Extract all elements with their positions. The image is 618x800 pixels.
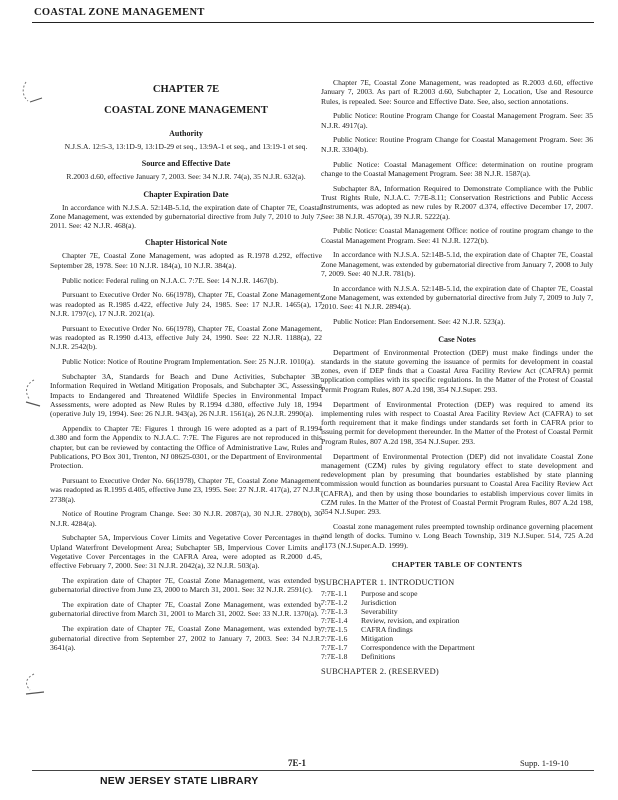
toc-entry-title: Definitions bbox=[361, 651, 396, 661]
toc-entry-number: 7:7E-1.6 bbox=[321, 633, 348, 643]
case-note: Department of Environmental Protection (DEP) must make findings under the standards in the statute governing the issuance of permits for development in coastal zones, even if DEP finds that a Coastal Area Facility Review Act (CAFRA) permit application complies with its specific regulations. In the Matter of the Protest of Coastal Permit Program Rules, 807 A.2d 198, 354 N.J.Super. 293. bbox=[321, 347, 593, 394]
history-paragraph: Subchapter 8A, Information Required to Demonstrate Compliance with the Public Trust Rights Rule, N.J.A.C. 7:7E-8.11; Conservation Restrictions and Public Access Instruments, was adopted as new rules by R.2007 d.374, effective December 17, 2007. See: 38 N.J.R. 4570(a), 39 N.J.R. 5222(a). bbox=[321, 183, 593, 221]
history-paragraph: Chapter 7E, Coastal Zone Management, was readopted as R.2003 d.60, effective January 7, 2003. As part of R.2003 d.60, Subchapter 2, Location, Use and Resource Rules, is repealed. See: Source and Effective Date. See, also, section annotations. bbox=[321, 78, 593, 106]
case-note: Department of Environmental Protection (DEP) did not invalidate Coastal Zone management (CZM) rules by giving regulatory effect to state development and redevelopment plan by presuming that boundaries established by state planning commission would function as boundaries pursuant to Coastal Area Facility Review Act (CAFRA), and then by using those boundaries to establish impervious cover limits in CZM rules. In the Matter of the Protest of Coastal Permit Program Rules, 807 A.2d 198, 354 N.J.Super. 293. bbox=[321, 451, 593, 517]
history-paragraph: The expiration date of Chapter 7E, Coastal Zone Management, was extended by gubernatorial directive from March 31, 2001 to March 31, 2002. See: 33 N.J.R. 1370(a). bbox=[50, 600, 322, 619]
history-paragraph: In accordance with N.J.S.A. 52:14B-5.1d, the expiration date of Chapter 7E, Coastal Zone Management, was extended by gubernatorial directive from July 7, 2009 to July 7, 2010. See: 41 N.J.R. 2894(a). bbox=[321, 283, 593, 312]
history-paragraph: Public notice: Federal ruling on N.J.A.C. 7:7E. See: 14 N.J.R. 1467(b). bbox=[62, 275, 279, 285]
hole-punch-mark-middle bbox=[20, 378, 48, 410]
hole-punch-mark-top bbox=[20, 80, 48, 106]
history-heading: Chapter Historical Note bbox=[144, 238, 228, 248]
history-paragraph: Pursuant to Executive Order No. 66(1978), Chapter 7E, Coastal Zone Management, was readopted as R.1985 d.422, effective July 24, 1985. See: 17 N.J.R. 1465(a), 17 N.J.R. 1797(c), 17 N.J.R. 2021(a). bbox=[50, 290, 322, 318]
right-column bbox=[321, 78, 593, 679]
page-number: 7E-1 bbox=[288, 758, 306, 768]
supplement-date: Supp. 1-19-10 bbox=[520, 758, 569, 768]
history-paragraph: Public Notice: Routine Program Change for Coastal Management Program. See: 36 N.J.R. 3304(b). bbox=[321, 135, 593, 154]
history-paragraph: Public Notice: Notice of Routine Program Implementation. See: 25 N.J.R. 1010(a). bbox=[62, 357, 315, 367]
left-column bbox=[50, 80, 322, 658]
toc-entry-number: 7:7E-1.3 bbox=[321, 607, 348, 617]
toc-heading: CHAPTER TABLE OF CONTENTS bbox=[391, 559, 523, 569]
case-notes-heading: Case Notes bbox=[438, 334, 476, 344]
subchapter-2-title: SUBCHAPTER 2. (RESERVED) bbox=[321, 666, 439, 676]
expiration-text: In accordance with N.J.S.A. 52:14B-5.1d, the expiration date of Chapter 7E, Coastal Zone Management, was extended by gubernatorial directive from July 7, 2010 to July 7, 2011. See: 42 N.J.R. 468(a). bbox=[50, 202, 322, 231]
toc-entry-number: 7:7E-1.4 bbox=[321, 615, 348, 625]
chapter-label: CHAPTER 7E bbox=[152, 84, 220, 95]
toc-entry-number: 7:7E-1.7 bbox=[321, 642, 348, 652]
history-paragraph: In accordance with N.J.S.A. 52:14B-5.1d, the expiration date of Chapter 7E, Coastal Zone Management, was extended by gubernatorial directive from January 7, 2008 to July 7, 2009. See: 40 N.J.R. 781(b). bbox=[321, 250, 593, 279]
history-paragraph: The expiration date of Chapter 7E, Coastal Zone Management, was extended by gubernatorial directive from September 27, 2002 to January 7, 2003. See: 34 N.J.R. 3641(a). bbox=[50, 624, 322, 652]
history-paragraph: Chapter 7E, Coastal Zone Management, was adopted as R.1978 d.292, effective September 28, 1978. See: 10 N.J.R. 184(a), 10 N.J.R. 384(a). bbox=[50, 251, 322, 270]
library-stamp: NEW JERSEY STATE LIBRARY bbox=[100, 775, 259, 787]
source-text: R.2003 d.60, effective January 7, 2003. See: 34 N.J.R. 74(a), 35 N.J.R. 632(a). bbox=[66, 172, 306, 182]
history-paragraph: Subchapter 5A, Impervious Cover Limits and Vegetative Cover Percentages in the Upland Waterfront Development Area; Subchapter 5B, Impervious Cover Limits and Vegetative Cover Percentages in the CAFRA Area, were adopted as R.2000 d.45, effective February 7, 2000. See: 31 N.J.R. 2042(a), 32 N.J.R. 503(a). bbox=[50, 533, 322, 571]
toc-entry-title: Review, revision, and expiration bbox=[361, 615, 460, 625]
history-paragraph: Pursuant to Executive Order No. 66(1978), Chapter 7E, Coastal Zone Management, was readopted as R.1990 d.413, effective July 24, 1990. See: 22 N.J.R. 1188(a), 22 N.J.R. 2542(b). bbox=[50, 323, 322, 352]
authority-text: N.J.S.A. 12:5-3, 13:1D-9, 13:1D-29 et seq., 13:9A-1 et seq., and 13:19-1 et seq. bbox=[64, 142, 308, 151]
header-rule bbox=[32, 22, 594, 23]
case-note: Coastal zone management rules preempted township ordinance governing placement and length of docks. Tumino v. Long Beach Township, 319 N.J.Super. 514, 725 A.2d 1173 (N.J.Super.A.D. 1999). bbox=[321, 522, 593, 550]
history-paragraph: Public Notice: Plan Endorsement. See: 42 N.J.R. 523(a). bbox=[333, 317, 506, 327]
footer-rule bbox=[32, 770, 594, 771]
case-note: Department of Environmental Protection (DEP) was required to amend its implementing rules with respect to Coastal Area Facility Review Act (CAFRA) to set forth requirement that it make findings under standards set forth in CAFRA prior to issuing permit for development thereunder. In the Matter of the Protest of Coastal Permit Program Rules, 807 A.2d 198, 354 N.J.Super. 293. bbox=[321, 399, 593, 446]
toc-entry-title: Jurisdiction bbox=[361, 598, 397, 608]
toc-entry-title: Mitigation bbox=[361, 633, 394, 643]
history-paragraph: Notice of Routine Program Change. See: 30 N.J.R. 2087(a), 30 N.J.R. 2780(b), 30 N.J.R. 4284(a). bbox=[50, 509, 322, 528]
toc-entry-number: 7:7E-1.8 bbox=[321, 651, 348, 661]
expiration-heading: Chapter Expiration Date bbox=[143, 189, 229, 199]
toc-entry-number: 7:7E-1.1 bbox=[321, 589, 348, 599]
history-paragraph: The expiration date of Chapter 7E, Coastal Zone Management, was extended by gubernatorial directive from June 23, 2000 to March 31, 2001. See: 32 N.J.R. 2591(c). bbox=[50, 576, 322, 595]
subchapter-1-title: SUBCHAPTER 1. INTRODUCTION bbox=[321, 578, 455, 588]
source-heading: Source and Effective Date bbox=[141, 159, 231, 169]
toc-entry-title: Severability bbox=[361, 607, 398, 617]
history-paragraph: Public Notice: Coastal Management Office: determination on routine program change to the Coastal Management Program. See: 38 N.J.R. 1587(a). bbox=[321, 159, 593, 178]
toc-entry-title: Correspondence with the Department bbox=[361, 642, 475, 652]
toc-entry-number: 7:7E-1.5 bbox=[321, 624, 348, 634]
toc-entry[interactable] bbox=[321, 653, 593, 662]
running-head: COASTAL ZONE MANAGEMENT bbox=[34, 7, 205, 18]
hole-punch-mark-bottom bbox=[20, 672, 50, 700]
history-paragraph: Pursuant to Executive Order No. 66(1978), Chapter 7E, Coastal Zone Management, was readopted as R.1995 d.405, effective June 23, 1995. See: 27 N.J.R. 417(a), 27 N.J.R. 2738(a). bbox=[50, 475, 322, 504]
chapter-title: COASTAL ZONE MANAGEMENT bbox=[104, 105, 268, 116]
history-paragraph: Appendix to Chapter 7E: Figures 1 through 16 were adopted as a part of R.1994 d.380 and form the Appendix to N.J.A.C. 7:7E. The Figures are not reproduced in this chapter, but can be reviewed by contacting the Office of Administrative Law, Rules and Publications, PO Box 301, Trenton, NJ 08625-0301, or the Department of Environmental Protection. bbox=[50, 423, 322, 471]
toc-entry-title: CAFRA findings bbox=[361, 624, 413, 634]
toc-entry-number: 7:7E-1.2 bbox=[321, 598, 348, 608]
toc-entry-title: Purpose and scope bbox=[361, 589, 418, 599]
history-paragraph: Public Notice: Routine Program Change for Coastal Management Program. See: 35 N.J.R. 4917(a). bbox=[321, 111, 593, 130]
history-paragraph: Public Notice: Coastal Management Office: notice of routine program change to the Coastal Management Program. See: 41 N.J.R. 1272(b). bbox=[321, 226, 593, 245]
history-paragraph: Subchapter 3A, Standards for Beach and Dune Activities, Subchapter 3B, Information Required in Wetland Mitigation Proposals, and Subchapter 3C, Assessing Impacts to Endangered and Threatened Wildlife Species in Environmental Impact Assessments, were adopted as New Rules by R.1994 d.380, effective July 18, 1994 (operative July 19, 1994). See: 26 N.J.R. 943(a), 26 N.J.R. 1561(a), 26 N.J.R. 2990(a). bbox=[50, 371, 322, 419]
authority-heading: Authority bbox=[169, 129, 203, 138]
